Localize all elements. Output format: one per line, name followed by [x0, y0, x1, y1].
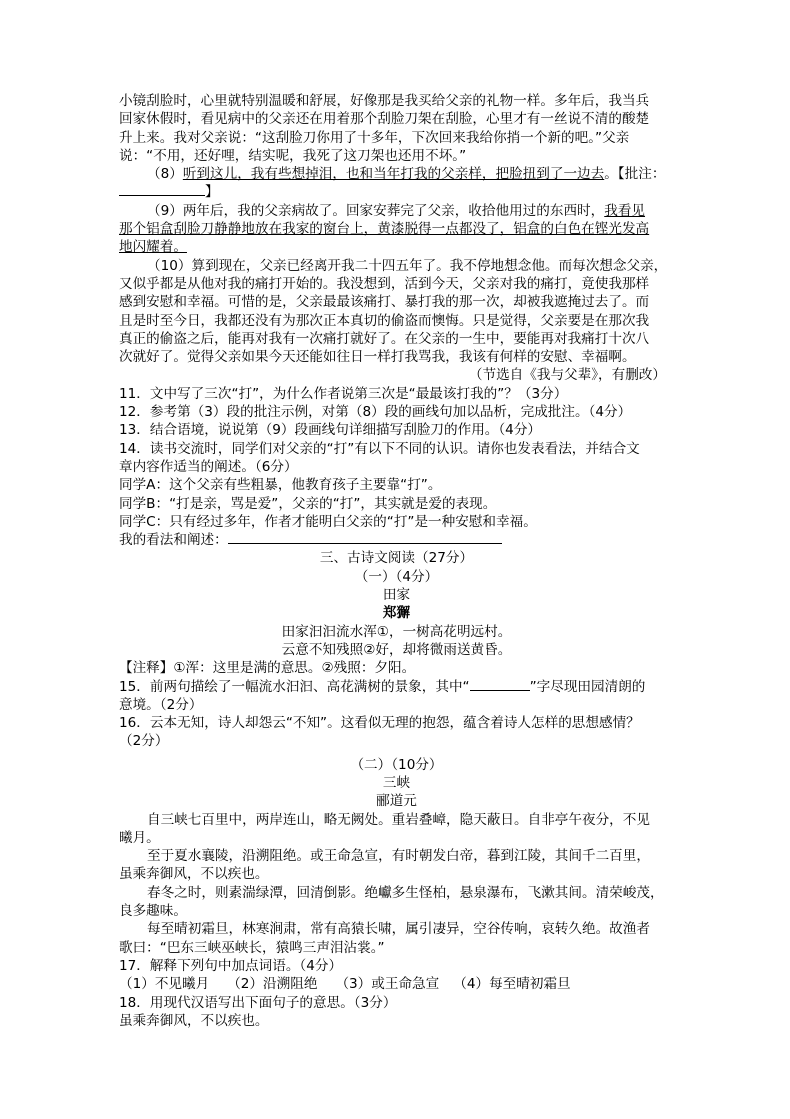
q17-item: （3）或王命急宣 — [335, 976, 440, 993]
annotation-close: 】 — [205, 184, 219, 201]
question-17: 17．解释下列句中加点词语。（4分） — [119, 957, 343, 974]
section-heading: 三、古诗文阅读（27分） — [319, 550, 474, 567]
underlined-sentence: 地闪耀着。 — [119, 239, 187, 256]
passage-line: 回家休假时，看见病中的父亲还在用着那个刮脸刀架在刮脸，心里才有一丝说不清的酸楚 — [119, 111, 650, 128]
passage-text: 两年后，我的父亲病故了。回家安葬完了父亲，收拾他用过的东西时， — [182, 202, 605, 219]
annotation-blank[interactable] — [119, 183, 205, 196]
annotation-answer-line — [119, 183, 674, 201]
prose-line: 每至晴初霜旦，林寒涧肃，常有高猿长啸，属引凄异，空谷传响，哀转久绝。故渔者 — [147, 921, 650, 938]
student-a-opinion: 同学A：这个父亲有些粗暴，他教育孩子主要靠“打”。 — [119, 477, 442, 494]
prose-line: 自三峡七百里中，两岸连山，略无阙处。重岩叠嶂，隐天蔽日。自非亭午夜分，不见 — [147, 811, 650, 828]
question-15-cont: 意境。（2分） — [119, 696, 203, 713]
question-18-sentence: 虽乘奔御风，不以疾也。 — [119, 1012, 269, 1029]
poem-author: 郑獬 — [382, 605, 411, 622]
passage-line: 说：“不用，还好哩，结实呢，我死了这刀架也还用不坏。” — [119, 147, 467, 164]
question-11: 11．文中写了三次“打”，为什么作者说第三次是“最最该打我的”？（3分） — [119, 385, 568, 402]
part-heading: （二）（10分） — [350, 756, 443, 773]
poem-note: 【注释】①浑：这里是满的意思。②残照：夕阳。 — [119, 660, 416, 677]
passage-line: （10）算到现在，父亲已经离开我二十四五年了。我不停地想念他。而每次想念父亲， — [147, 257, 668, 274]
prose-author: 郦道元 — [376, 793, 417, 810]
passage-line: 小镜刮脸时，心里就特别温暖和舒展，好像那是我买给父亲的礼物一样。多年后，我当兵 — [119, 93, 650, 109]
my-opinion-label: 我的看法和阐述： — [119, 532, 228, 549]
q17-item: （1）不见曦月 — [119, 976, 210, 993]
prose-title: 三峡 — [382, 774, 411, 791]
paragraph-number: （9） — [147, 202, 183, 219]
my-opinion-line — [119, 531, 674, 549]
q17-item: （2）沿溯阻绝 — [227, 976, 318, 993]
passage-line: 真正的偷盗之后，能再对我有一次痛打就好了。在父亲的一生中，要能再对我痛打十次八 — [119, 330, 650, 347]
question-14-cont: 章内容作适当的阐述。（6分） — [119, 458, 298, 475]
passage-line: 又似乎都是从他对我的痛打开始的。我没想到，活到今天，父亲对我的痛打，竟使我那样 — [119, 275, 650, 292]
question-17-items — [119, 975, 674, 993]
question-14: 14．读书交流时，同学们对父亲的“打”有以下不同的认识。请你也发表看法，并结合文 — [119, 440, 640, 457]
paragraph-8 — [119, 165, 674, 183]
student-b-opinion: 同学B：“打是亲，骂是爱”，父亲的“打”，其实就是爱的表现。 — [119, 495, 497, 512]
question-18: 18．用现代汉语写出下面句子的意思。（3分） — [119, 994, 397, 1011]
prose-line: 至于夏水襄陵，沿溯阻绝。或王命急宣，有时朝发白帝，暮到江陵，其间千二百里， — [147, 848, 650, 865]
question-text: ”字尽现田园清朗的 — [529, 678, 646, 695]
passage-line: 感到安慰和幸福。可惜的是，父亲最最该痛打、暴打我的那一次，却被我遮掩过去了。而 — [119, 294, 650, 311]
question-13: 13．结合语境，说说第（9）段画线句详细描写刮脸刀的作用。（4分） — [119, 422, 542, 439]
my-opinion-blank[interactable] — [228, 531, 502, 544]
prose-line: 曦月。 — [119, 829, 160, 846]
passage-line: 次就好了。觉得父亲如果今天还能如往日一样打我骂我，我该有何样的安慰、幸福啊。 — [119, 349, 636, 366]
underlined-sentence: 那个铝盒刮脸刀静静地放在我家的窗台上，黄漆脱得一点都没了，铝盒的白色在铿光发高 — [119, 221, 650, 238]
prose-line: 良多趣味。 — [119, 903, 187, 920]
poem-title: 田家 — [382, 587, 411, 604]
passage-line: 且是时至今日，我都还没有为那次正本真切的偷盗而懊悔。只是觉得，父亲要是在那次我 — [119, 312, 650, 329]
question-16-cont: （2分） — [119, 733, 169, 750]
paragraph-number: （8） — [147, 166, 183, 183]
question-text: 15．前两句描绘了一幅流水汩汩、高花满树的景象，其中“ — [119, 678, 470, 695]
paragraph-9 — [119, 202, 674, 220]
prose-line: 虽乘奔御风，不以疾也。 — [119, 866, 269, 883]
part-heading: （一）（4分） — [354, 568, 439, 585]
prose-line: 春冬之时，则素湍绿潭，回清倒影。绝巘多生怪柏，悬泉瀑布，飞漱其间。清荣峻茂， — [147, 884, 664, 901]
underlined-sentence: 我看见 — [604, 202, 646, 219]
poem-line: 云意不知残照②好，却将微雨送黄昏。 — [281, 641, 512, 658]
passage-source: （节选自《我与父辈》，有删改） — [468, 367, 666, 384]
exam-page — [119, 92, 674, 1030]
q17-item: （4）每至晴初霜旦 — [453, 976, 571, 993]
underlined-sentence: 听到这儿，我有些想掉泪，也和当年打我的父亲样，把脸扭到了一边去 — [182, 166, 605, 183]
prose-line: 歌曰：“巴东三峡巫峡长，猿鸣三声泪沾裳。” — [119, 939, 385, 956]
annotation-label: 。【批注： — [604, 166, 666, 183]
student-c-opinion: 同学C：只有经过多年，作者才能明白父亲的“打”是一种安慰和幸福。 — [119, 513, 537, 530]
fill-blank[interactable] — [470, 678, 530, 691]
question-15 — [119, 678, 674, 696]
passage-line: 升上来。我对父亲说：“这刮脸刀你用了十多年，下次回来我给你捎一个新的吧。”父亲 — [119, 129, 630, 146]
question-16: 16．云本无知，诗人却怨云“不知”。这看似无理的抱怨，蕴含着诗人怎样的思想感情？ — [119, 715, 640, 732]
question-12: 12．参考第（3）段的批注示例，对第（8）段的画线句加以品析，完成批注。（4分） — [119, 404, 632, 421]
poem-line: 田家汩汩流水浑①，一树高花明远村。 — [281, 623, 512, 640]
